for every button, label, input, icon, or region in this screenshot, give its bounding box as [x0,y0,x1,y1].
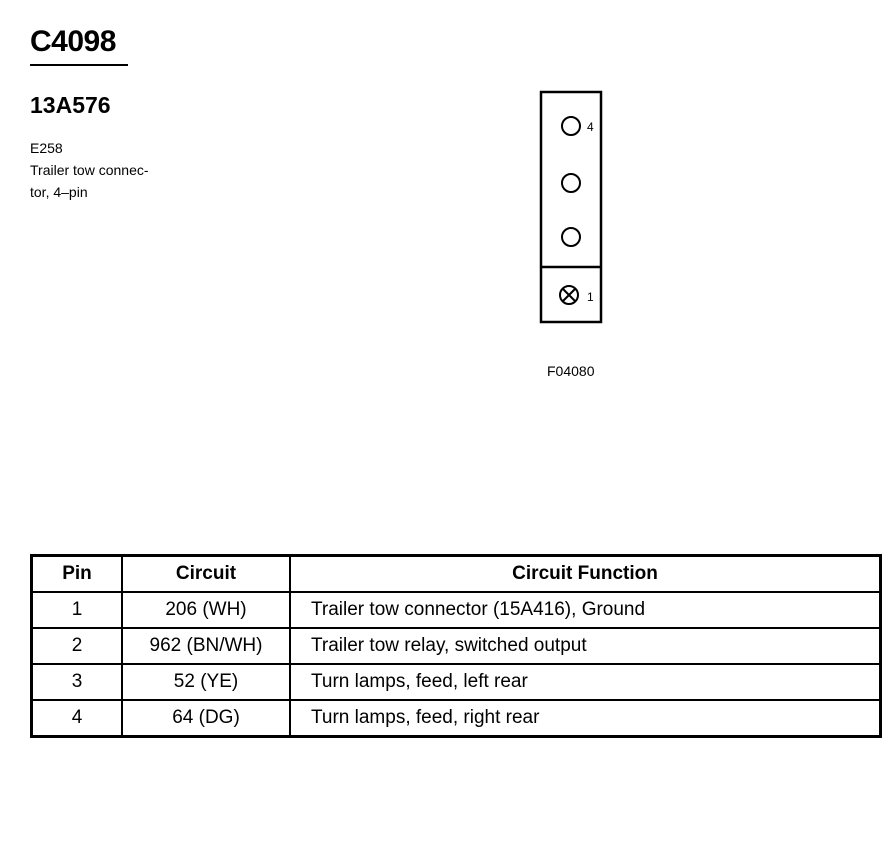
pin-cell: 4 [32,700,123,737]
description-line: tor, 4–pin [30,184,88,200]
header-circuit: Circuit [122,556,290,593]
table-row [32,664,881,700]
pin-cavity-1-plugged-icon [560,286,578,304]
pin-cell: 1 [32,592,123,628]
table-row [32,628,881,664]
pin-cell: 3 [32,664,123,700]
table-header-row [32,556,881,593]
connector-description [30,137,149,203]
circuit-cell: 64 (DG) [122,700,290,737]
header-circuit-function: Circuit Function [290,556,881,593]
header-pin: Pin [32,556,123,593]
table-row [32,700,881,737]
figure-id: F04080 [547,363,595,379]
part-number: 13A576 [30,92,111,118]
circuit-cell: 52 (YE) [122,664,290,700]
connector-id: C4098 [30,25,116,58]
pin-cavity-2 [562,228,580,246]
table-row [32,592,881,628]
description-line: Trailer tow connec- [30,162,149,178]
description-line: E258 [30,140,63,156]
circuit-cell: 206 (WH) [122,592,290,628]
pin-cavity-3 [562,174,580,192]
function-cell: Trailer tow relay, switched output [290,628,881,664]
function-cell: Trailer tow connector (15A416), Ground [290,592,881,628]
pin-cavity-4 [562,117,580,135]
pinout-table [30,554,882,738]
function-cell: Turn lamps, feed, right rear [290,700,881,737]
pin-label-4: 4 [587,120,594,134]
function-cell: Turn lamps, feed, left rear [290,664,881,700]
title-underline [30,64,128,66]
circuit-cell: 962 (BN/WH) [122,628,290,664]
pin-cell: 2 [32,628,123,664]
connector-face-diagram [530,85,620,330]
pin-label-1: 1 [587,290,594,304]
